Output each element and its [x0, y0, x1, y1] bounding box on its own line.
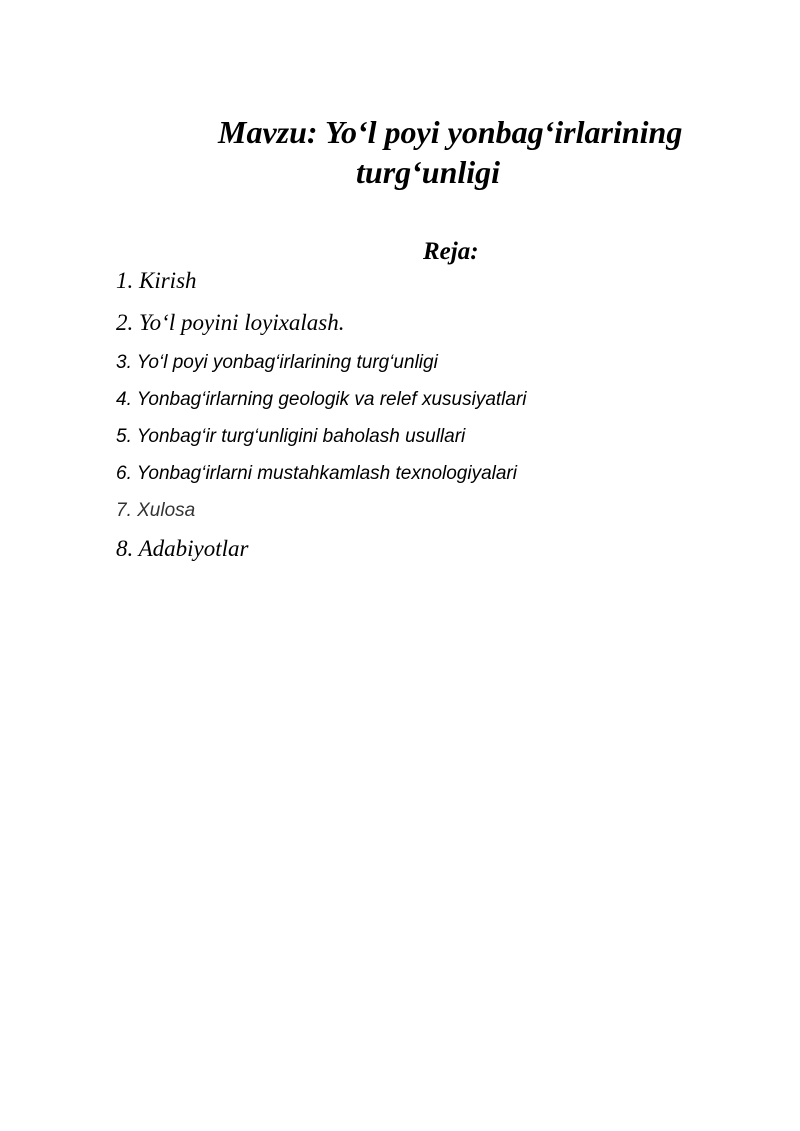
document-title [0, 112, 800, 192]
plan-item-2: 2. Yo‘l poyini loyixalash. [116, 310, 345, 335]
plan-item-8: 8. Adabiyotlar [116, 536, 249, 561]
title-line-2: turg‘unligi [356, 154, 501, 190]
plan-item-6: 6. Yonbag‘irlarni mustahkamlash texnologiyalari [116, 463, 517, 484]
plan-item-7: 7. Xulosa [116, 500, 196, 521]
plan-item-5: 5. Yonbag‘ir turg‘unligini baholash usullari [116, 426, 466, 447]
plan-item-1: 1. Kirish [116, 268, 197, 293]
plan-heading: Reja: [423, 238, 479, 265]
title-line-1: Mavzu: Yo‘l poyi yonbag‘irlarining [218, 114, 683, 150]
plan-item-3: 3. Yo‘l poyi yonbag‘irlarining turg‘unligi [116, 352, 438, 373]
plan-item-4: 4. Yonbag‘irlarning geologik va relef xususiyatlari [116, 389, 527, 410]
